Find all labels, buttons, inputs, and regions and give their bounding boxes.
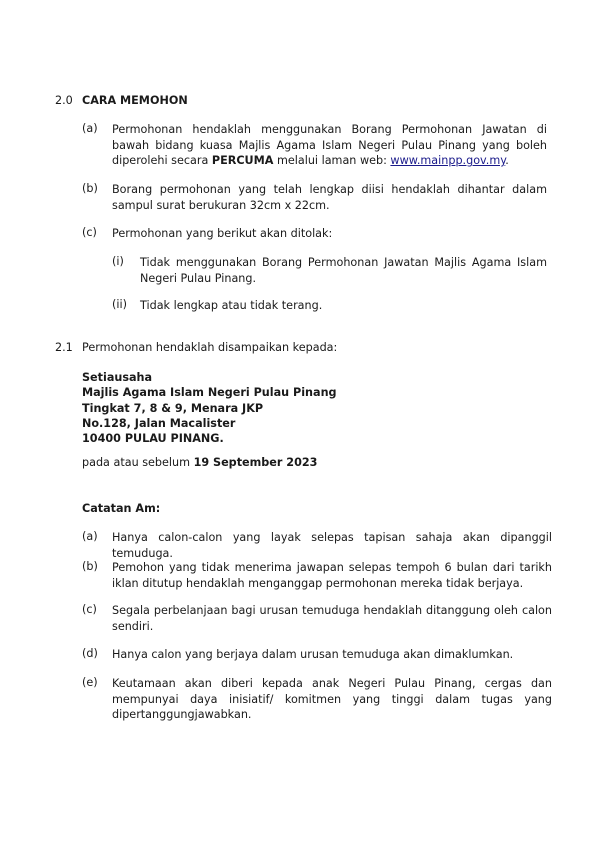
- deadline: pada atau sebelum 19 September 2023: [82, 456, 318, 469]
- free-label: PERCUMA: [211, 154, 274, 167]
- deadline-date: 19 September 2023: [193, 456, 318, 469]
- section-number: 2.1: [55, 341, 73, 354]
- address-line: Setiausaha: [82, 371, 153, 384]
- address-line: Tingkat 7, 8 & 9, Menara JKP: [82, 401, 264, 415]
- subitem-label: (ii): [112, 298, 127, 311]
- notes-title: Catatan Am:: [82, 502, 161, 515]
- subitem-label: (i): [112, 255, 124, 268]
- item-label: (a): [82, 122, 98, 135]
- section-intro: Permohonan hendaklah disampaikan kepada:: [82, 341, 338, 354]
- note-label: (b): [82, 560, 98, 573]
- address-line: 10400 PULAU PINANG.: [82, 432, 224, 446]
- section-title: CARA MEMOHON: [82, 94, 188, 107]
- note-label: (a): [82, 530, 98, 543]
- note-label: (c): [82, 603, 97, 616]
- item-label: (b): [82, 182, 98, 195]
- section-number: 2.0: [55, 94, 73, 107]
- sub-list-item: Tidak menggunakan Borang Permohonan Jawatan Majlis Agama Islam Negeri Pulau Pinang.: [140, 256, 547, 285]
- note-item: Pemohon yang tidak menerima jawapan selepas tempoh 6 bulan dari tarikh iklan ditutup hendaklah menganggap permohonan mereka tidak berjaya.: [112, 561, 552, 590]
- note-item: Hanya calon-calon yang layak selepas tapisan sahaja akan dipanggil temuduga.: [112, 531, 552, 560]
- item-label: (c): [82, 226, 97, 239]
- address-line: No.128, Jalan Macalister: [82, 416, 236, 430]
- address-line: Majlis Agama Islam Negeri Pulau Pinang: [82, 386, 337, 400]
- note-label: (d): [82, 647, 98, 660]
- note-item: Segala perbelanjaan bagi urusan temuduga hendaklah ditanggung oleh calon sendiri.: [112, 604, 552, 633]
- sub-list-item: Tidak lengkap atau tidak terang.: [140, 299, 323, 312]
- note-item: Keutamaan akan diberi kepada anak Negeri Pulau Pinang, cergas dan mempunyai daya inisiatif/ komitmen yang tinggi dalam tugas yang dipertanggungjawabkan.: [112, 677, 552, 721]
- note-label: (e): [82, 676, 98, 689]
- list-item: Permohonan yang berikut akan ditolak:: [112, 227, 333, 240]
- note-item: Hanya calon yang berjaya dalam urusan temuduga akan dimaklumkan.: [112, 648, 514, 661]
- address-block: [82, 370, 337, 446]
- list-item: Permohonan hendaklah menggunakan Borang Permohonan Jawatan di bawah bidang kuasa Majlis Agama Islam Negeri Pulau Pinang yang boleh diperolehi secara PERCUMA melalui laman web: www.mainpp.gov.my.: [112, 123, 547, 167]
- list-item: Borang permohonan yang telah lengkap diisi hendaklah dihantar dalam sampul surat berukuran 32cm x 22cm.: [112, 183, 547, 212]
- website-link[interactable]: www.mainpp.gov.my: [390, 154, 506, 167]
